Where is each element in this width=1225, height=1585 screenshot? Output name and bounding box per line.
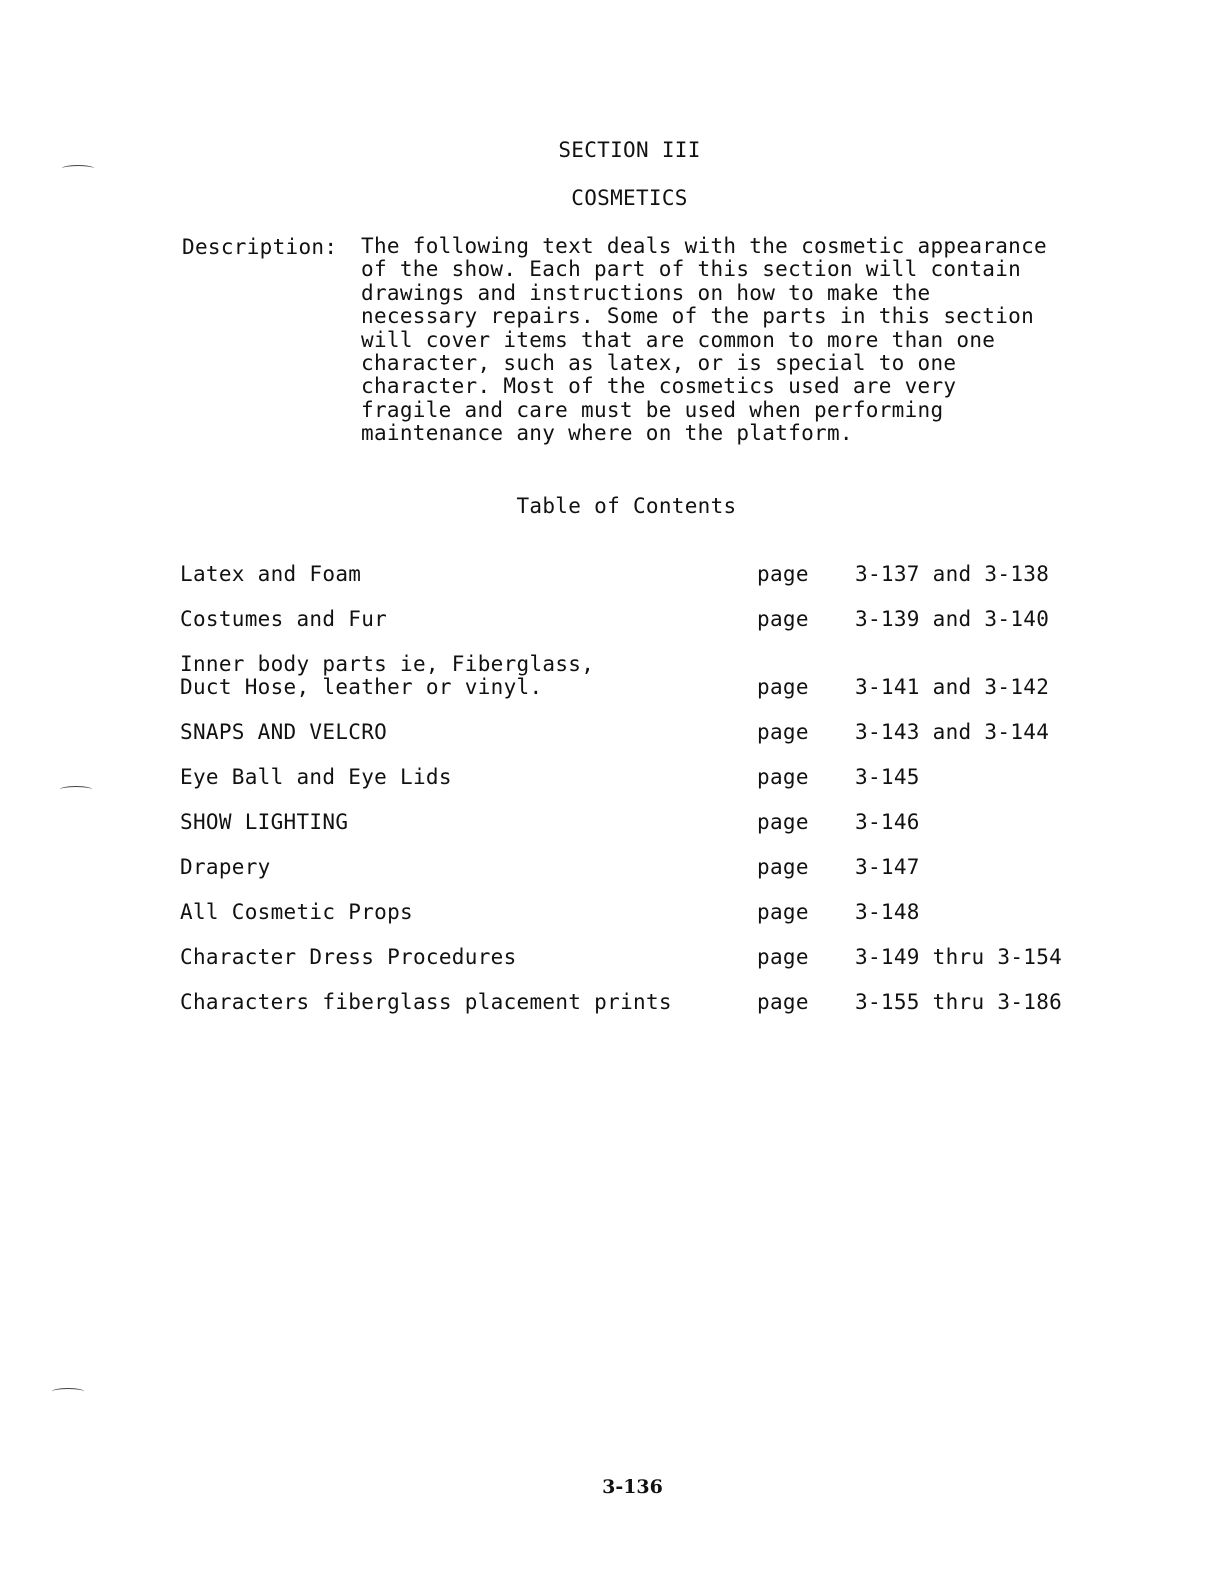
- toc-row: [180, 563, 1100, 586]
- toc-entry-title: [180, 946, 750, 969]
- toc-entry-title: [180, 991, 750, 1014]
- toc-entry-title-line: SNAPS AND VELCRO: [180, 720, 388, 744]
- toc-entry-title: [180, 608, 750, 631]
- toc-entry-title: [180, 721, 750, 744]
- description-line: character, such as latex, or is special to one: [361, 351, 957, 376]
- toc-entry-title: [180, 901, 750, 924]
- description-line: drawings and instructions on how to make the: [361, 280, 931, 305]
- table-of-contents: [180, 563, 1100, 1036]
- toc-row: [180, 766, 1100, 789]
- section-heading: SECTION III: [558, 138, 701, 162]
- toc-entry-title-line: Drapery: [180, 855, 271, 879]
- toc-page-label: page: [757, 855, 809, 879]
- toc-row: [180, 811, 1100, 834]
- toc-entry-title-line: Inner body parts ie, Fiberglass,: [180, 652, 595, 676]
- description-line: The following text deals with the cosmetic appearance: [361, 234, 1047, 258]
- section-title: COSMETICS: [571, 186, 688, 210]
- toc-page-reference: 3-139 and 3-140: [855, 607, 1050, 631]
- toc-entry-title: [180, 766, 750, 789]
- toc-row: [180, 946, 1100, 969]
- toc-page-reference: 3-146: [855, 810, 920, 834]
- toc-page-reference: 3-148: [855, 900, 920, 924]
- description-line: fragile and care must be used when performing: [361, 397, 944, 422]
- toc-page-reference: 3-155 thru 3-186: [855, 990, 1063, 1014]
- binder-hole-mark: [60, 786, 92, 793]
- toc-entry-title-line: Duct Hose, leather or vinyl.: [180, 675, 543, 699]
- toc-page-label: page: [757, 945, 809, 969]
- description-line: necessary repairs. Some of the parts in this section: [361, 304, 1035, 329]
- toc-entry-title-line: Eye Ball and Eye Lids: [180, 765, 452, 789]
- page-number: 3-136: [602, 1476, 663, 1498]
- toc-page-label: page: [757, 810, 809, 834]
- toc-page-label: page: [757, 562, 809, 586]
- toc-page-label: page: [757, 607, 809, 631]
- description-text: [361, 235, 1101, 446]
- toc-entry-title-line: Characters fiberglass placement prints: [180, 990, 672, 1014]
- binder-hole-mark: [52, 1388, 84, 1395]
- toc-row: [180, 608, 1100, 631]
- toc-entry-title-line: Latex and Foam: [180, 562, 362, 586]
- toc-page-label: page: [757, 675, 809, 699]
- description-line: will cover items that are common to more than one: [361, 327, 996, 352]
- toc-entry-title: [180, 811, 750, 834]
- toc-entry-title: [180, 856, 750, 879]
- description-line: character. Most of the cosmetics used are very: [361, 374, 957, 399]
- description-line: maintenance any where on the platform.: [361, 421, 853, 446]
- toc-entry-title: [180, 563, 750, 586]
- toc-page-reference: 3-137 and 3-138: [855, 562, 1050, 586]
- toc-row: [180, 653, 1100, 699]
- toc-page-reference: 3-141 and 3-142: [855, 675, 1050, 699]
- binder-hole-mark: [62, 165, 94, 172]
- toc-entry-title-line: Costumes and Fur: [180, 607, 388, 631]
- toc-page-reference: 3-143 and 3-144: [855, 720, 1050, 744]
- toc-page-reference: 3-145: [855, 765, 920, 789]
- toc-page-reference: 3-147: [855, 855, 920, 879]
- toc-entry-title-line: SHOW LIGHTING: [180, 810, 349, 834]
- toc-entry-title: [180, 653, 750, 699]
- toc-entry-title-line: Character Dress Procedures: [180, 945, 517, 969]
- toc-page-reference: 3-149 thru 3-154: [855, 945, 1063, 969]
- toc-page-label: page: [757, 900, 809, 924]
- toc-row: [180, 721, 1100, 744]
- toc-row: [180, 991, 1100, 1014]
- description-label: Description:: [182, 235, 338, 259]
- toc-heading: Table of Contents: [516, 494, 737, 518]
- toc-page-label: page: [757, 765, 809, 789]
- toc-row: [180, 901, 1100, 924]
- toc-entry-title-line: All Cosmetic Props: [180, 900, 413, 924]
- toc-row: [180, 856, 1100, 879]
- toc-page-label: page: [757, 720, 809, 744]
- toc-page-label: page: [757, 990, 809, 1014]
- description-line: of the show. Each part of this section will contain: [361, 257, 1022, 282]
